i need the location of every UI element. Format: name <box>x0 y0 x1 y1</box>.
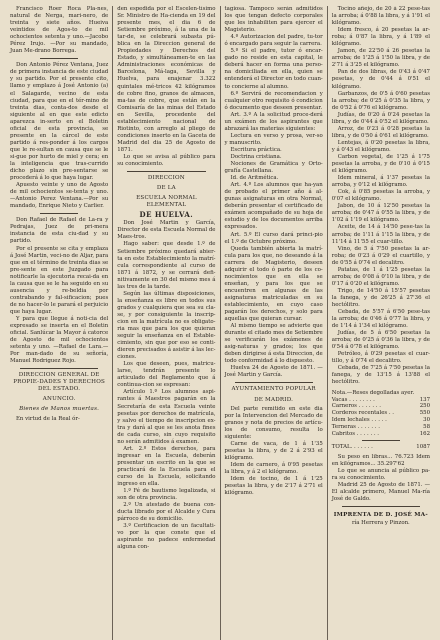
livestock-count: 30 <box>423 416 430 423</box>
table-row <box>332 403 430 410</box>
notice-paragraph: tagiosa. Tampoco serán admitidos los que tengan defecto corporales que les inhabiliten para ejercer el Magisterio. <box>224 6 323 34</box>
section-heading: DIRECCION GENERAL DE PROPIE-DADES Y DERECHOS DEL ESTADO. <box>13 372 106 393</box>
table-row <box>332 417 430 424</box>
price-paragraph: Idem de carnero, á 0'95 pesetas la libra, y á 2 el kilógramo. <box>224 461 323 475</box>
notice-paragraph: 6.º Servirá de recomendacion y cualquier otro requisito ó condicion ó documento que deseen presentar. <box>224 90 323 111</box>
price-paragraph: Petróleo, á 0'29 pesetas el cuar-tillo, y á 0'74 el decalitro. <box>331 351 430 365</box>
price-paragraph: Lentejas, á 0'20 pesetas la libra, y á 0'43 el kilógramo. <box>331 139 430 153</box>
section-heading: AYUNTAMIENTO POPULAR <box>231 386 316 393</box>
livestock-label: Cabritos . . . . . . . <box>331 430 380 437</box>
section-heading: DIRECCION <box>147 175 185 182</box>
price-paragraph: Idem mineral, á 1'37 pesetas la arroba, y 0'12 el kilógramo. <box>331 175 430 189</box>
divider <box>362 440 400 441</box>
column-3 <box>220 6 327 640</box>
price-paragraph: Judías, de 0'20 á 0'24 pesetas la libra, y de 0'44 á 0'52 el kilógramo. <box>331 111 430 125</box>
section-heading: DE MADRID. <box>254 396 294 403</box>
notice-paragraph: Lectura en verso y prosa, ver-so y manuscrito. <box>224 132 323 146</box>
notice-paragraph: Art. 4.º Los alumnos que ha-yan de probado el primer año á al-gunas asignaturas en otra Normal, deberán presentar el certificado de exámen acompañado de su hoja de estudio y de los documentos arriba expresados. <box>224 182 323 231</box>
livestock-count: 162 <box>419 430 430 437</box>
notice-paragraph: 2.º Un atestado de buena con-ducta librado por el Alcalde y Cura párroco de su domicilio. <box>117 502 216 523</box>
table-row <box>332 431 430 438</box>
price-paragraph: Vino, de 5 á 7'50 pesetas la ar-roba; de 0'23 á 0'29 el cuartillo, y de 0'55 á 0'74 el decalitro. <box>331 245 430 266</box>
livestock-table <box>332 397 430 438</box>
notice-paragraph: Nociones de Gramática y Orto-grafía Castellana. <box>224 161 323 175</box>
notice-paragraph: Según las últimas disposiciones, la enseñanza es libre en todos sus grados y cualquiera que sea su cla-se, y por consiguiente la inscrip-cion en la matrícula no es obligato-ria mas que para los que quieran seguir la enseñanza en el Estable-cimiento, sin que por eso se conti-dieren precisados á asistir á las lec-ciones. <box>117 290 216 361</box>
price-paragraph: Idem de tocino, de 1 á 1'25 pesetas la libra, y de 2'17 á 2'71 el kilógramo. <box>224 476 323 497</box>
weight-paragraph: Su peso en libras... 76.723 Idem en kilógramos... 35.297'62 <box>331 454 430 468</box>
notice-paragraph: Art. 3.º A la solicitud proce-derá un exámen de los aspirantes que abrazará las materias siguientes: <box>224 111 323 132</box>
notice-paragraph: 1.º Fé de bautismo legalizada, si son de otra provincia. <box>117 488 216 502</box>
divider <box>20 368 98 369</box>
notice-paragraph: Hago saber: que desde 1.º de Setiembre próximo quedará abier-ta en este Establecimiento la matrí-cula correspondiente al curso de 1871 á 1872, y se cerrará defi-nitivamente en 30 del mismo mes á las tres de la tarde. <box>117 241 216 290</box>
livestock-count: 250 <box>419 403 430 410</box>
price-paragraph: Idem fresco, á 20 pesetas la ar-roba; á 0'87 la libra, y á 1'89 el kilógramo. <box>331 27 430 48</box>
notice-paragraph: den espedida por el Escelen-tísimo Sr. Ministro de Ha-cienda en 19 del presente mes, el dia 6 de Setiembre próximo, á la una de la tar-de, se celebrará subasta pú-blica en la Direccion general de Propiedades y Derechos del Estado, y simultáneamen-te en las Administraciones económicas de Barcelona, Má-laga, Sevilla y Huelva, para enajenar 3.322 quintales mé-tricos 42 kilógramos de cobre fino, granos de almacen, ma-tas de cobre, que están en la Comisaría de las minas del Estado en Sevilla, procedente del establecimiento nacional de Riotinto, con arreglo al pliego de condiciones inserto en la Gaceta de Madrid del dia 25 de Agosto de 1871. <box>117 6 216 153</box>
divider <box>40 213 78 214</box>
divider <box>342 506 420 507</box>
total-label: TOTAL. . . . . . . <box>331 444 373 451</box>
section-title: DE HUELVA. <box>139 210 194 220</box>
price-paragraph: Jamon, de 22'50 á 26 pesetas la arroba; de 1'25 á 1'50 la libra, y de 2'71 á 3'25 el kilógramo. <box>331 48 430 69</box>
price-paragraph: Cebada, de 7'25 á 7'50 pesetas la fanega, y de 13'15 á 13'88 el hectólitro. <box>331 365 430 386</box>
livestock-count: 58 <box>423 423 430 430</box>
table-row <box>332 424 430 431</box>
notice-paragraph: Artículo 1.º Los alumnos aspi-rantes á Maestros pagarán en la Secretaría de esta Escuela veinte pesetas por derechos de matrícula, y salvo el tiempo de inscripcion ex-tra y dará al que se les anota fines de cada curso, sin cuyo requisito no serán admitidos á examen. <box>117 389 216 445</box>
notice-paragraph: En virtud de la Real ór- <box>16 415 80 422</box>
price-paragraph: Aceite, de 14 á 14'50 pese-tas la arroba; de 1'11 á 1'15 la libra, y de 11'14 á 11'55 el cuar-tillo. <box>331 224 430 245</box>
table-row <box>332 397 430 404</box>
price-paragraph: Jabon, de 10 á 12'50 pesetas la arroba; de 0'47 á 0'55 la libra, y de 1'02 á 1'19 el kilógramo. <box>331 203 430 224</box>
divider <box>127 171 205 172</box>
notice-paragraph: Doctrina cristiana. <box>230 153 282 160</box>
livestock-total <box>332 444 430 451</box>
section-heading: ANUNCIO. <box>42 396 76 403</box>
printer-imprint: IMPRENTA DE D. JOSÉ MA- <box>333 512 429 519</box>
notice-paragraph: Escritura práctica. <box>230 146 282 153</box>
price-paragraph: Pan de dos libras, de 0'43 á 0'47 pesetas, y de 0'44 á 0'51 el kilógramo. <box>331 69 430 90</box>
edict-paragraph: Y para que llegue á noti-cia del expresado se inserta en el Boletin oficial. Sanlúcar la Mayor á catorce de Agosto de mil ochocientos setenta y uno. —Rafael de Lara.—Por man-dado de su señoría, Manuel Rodriguez Rojo. <box>10 315 109 365</box>
notice-paragraph: 5.º Si el padre, tutor ó encar-gado no reside en esta capital, le deberá hacer en forma una perso-na domiciliada en ella, quien se entenderá el Director en todo cuan-to concierne al alumno. <box>224 48 323 90</box>
total-value: 1087 <box>416 444 430 451</box>
notice-paragraph: Art. 2.º Estos derechos, para ingresar en la Escuela, deberán presentar un escrito en la que se practicará de la Escuela para el curso de la Escuela, solicitando ingreso en ella. <box>117 445 216 488</box>
notice-paragraph: Lo que se anuncia al público pa-ra su conocimiento. <box>331 468 430 482</box>
price-paragraph: Judías, de 5 á 6'50 pesetas la arroba; de 0'25 á 0'36 la libra, y de 0'54 á 0'78 el kilógramo. <box>331 330 430 351</box>
notice-paragraph: Don José Martin y García, Director de esta Escuela Normal de Maes-tros. <box>117 220 216 241</box>
notice-paragraph: Art. 5.º El curso dará princi-pio el 1.º de Octubre próximo. <box>224 231 323 245</box>
column-4 <box>327 6 434 640</box>
notice-paragraph: 3.º Certificacion de un facultati-vo por la que conste que el aspirante no padece enfermedad alguna con- <box>117 523 216 551</box>
notice-signature: Huelva 24 de Agosto de 1871. —José Martin y García. <box>224 365 323 379</box>
livestock-label: Vacas . . . . . . . . <box>331 396 375 403</box>
livestock-label: Carneros . . . . . . . <box>331 403 381 410</box>
notice-paragraph: Id. de Aritmética. <box>230 175 279 182</box>
livestock-label: Idem lechales . . . . . <box>331 416 387 423</box>
edict-paragraph: Francisco Roer Roca Pla-nes, natural de Nerga, mari-nero, de treinta y siete años. Hueiva veintidos de Agos-to de mil ochocientos setenta y uno.—Jacobo Pérez Irujo. —Por su mandado, Juan Me-drano Borrega. <box>10 6 109 55</box>
livestock-count: 137 <box>419 396 430 403</box>
livestock-count: 550 <box>419 410 430 417</box>
price-paragraph: Carbon vegetal, de 1'25 á 1'75 pesetas la arroba, y de 0'10 á 0'15 el kilógramo. <box>331 153 430 175</box>
edict-paragraph: Por el presente se cita y emplaza á José Martin, veci-no de Aljar, para que en el término de treinta dias se pre-sente en este Juzgado para notificarle la ejecutoria recai-da en la causa que se le ha seguido en su ausencia y re-beldia por contrabando y fal-sificacion; pues de no hacer-lo le parará el perjuicio que haya lugar. <box>10 245 109 315</box>
table-row <box>332 410 430 417</box>
column-1 <box>6 6 112 640</box>
price-paragraph: Cebada, de 5'57 á 6'50 pese-tas la arroba; de 0'46 á 0'77 la libra, y de 1'14 á 1'34 el kilógramo. <box>331 309 430 330</box>
edict-signature: Apuesto veinte y uno de Agosto de mil ochocientos se-tenta y uno.—Antonio Perez Ventana.—Por su mandado, Enrique Nieto y Carlier. <box>10 182 109 210</box>
price-paragraph: Cok, á 0'85 pesetas la arroba, y 0'07 el kilógramo. <box>331 189 430 203</box>
price-paragraph: Arroz, de 0'23 á 0'28 pesetas la libra, y de 0'50 á 0'61 el kilógramo. <box>331 125 430 139</box>
table-row <box>332 444 430 451</box>
notice-paragraph: Del parte remitido en este dia por la Intervencion del Mercado de granos y nota de precios de artícu-los de consumo, resulta lo siguiente: <box>224 405 323 440</box>
livestock-note-heading: Nota.—Reses degolladas ayer. <box>331 389 415 396</box>
notice-paragraph: Al mismo tiempo se advierte que durante el citado mes de Setiembre se verificarán los exámenes de asig-naturas y grados; los que deben dirigirse á esta Direccion, de todo conformidad á lo dispuesto. <box>224 323 323 365</box>
printer-imprint-line2: ría Herrera y Pinzon. <box>351 519 410 526</box>
notice-paragraph: 4.º Autorizacion del padre, tu-tor ó encargado para seguir la carrera. <box>224 34 323 48</box>
edict-paragraph: Don Rafael de Rafael de La-ra y Pedrajas, Juez de pri-mera instancia de esta ciu-dad y su partido. <box>10 217 109 245</box>
divider <box>235 382 313 383</box>
price-paragraph: Patatas, de 1 á 1'25 pesetas la arroba; de 0'08 á 0'10 la libra, y de 0'17 á 0'20 el kilógramo. <box>331 266 430 287</box>
notice-paragraph: Los que deseen, pues, matricu-larse, tendrán presente lo articulado del Reglamento que á continua-cion se espresan: <box>117 361 216 389</box>
section-subheading: Bienes de Manos muertas. <box>19 406 100 413</box>
notice-paragraph: Queda también abierta la matrí-cula para los que, no deseando á la carrera de Magisterio, deseen adquirir el todo ó parte de los co-nocimientos que en ella se enseñan, y para los que se encuentren en algunas de las asignaturas matriculadas en su establecimiento, en cuyo caso pagarán los derechos, y solo para aquellas que quieran cursar. <box>224 245 323 323</box>
livestock-label: Corderos recentales . . <box>331 410 395 417</box>
price-paragraph: Trigo, de 14'50 á 15'57 pesetas la fanega, y de 26'25 á 27'36 el hectólitro. <box>331 287 430 308</box>
livestock-label: Terneras . . . . . . . <box>331 423 380 430</box>
edict-paragraph: Don Antonio Pérez Ventana, Juez de primera instancia de este ciudad y su partido. Por el presente cito, llamo y emplazo á José Antonio (a) el Salagarde, vecino de esta ciudad, para que en el tér-mino de treinta dias, conta-dos desde el siguiente al en que este edicto aparezca in-serto en el Boletin oficial de esta provincia, se presente en la cárcel de este partido á res-ponder á los cargos que le re-sultan en causa que se le si-gue por hurto de miel y cera; en la inteligencia que tras-currido dicho plazo sin pre-sentarse se procederá á lo que haya lugar. <box>10 62 109 182</box>
column-2 <box>112 6 219 640</box>
divider <box>40 58 78 59</box>
notice-signature: Madrid 25 de Agosto de 1871. —El alcalde primero, Manuel Ma-ría José de Galdo. <box>331 482 430 503</box>
price-paragraph: Carne de vaca, de 1 á 1'35 pesetas la libra, y de 2 á 2'93 el kilógramo. <box>224 440 323 461</box>
section-heading: DE LA <box>156 185 176 192</box>
section-heading: ESCUELA NORMAL ELEMENTAL <box>136 195 197 209</box>
notice-paragraph: Lo que se avisa al público para su conocimiento. <box>117 153 216 168</box>
price-paragraph: Garbanzos, de 0'5 á 0'60 pesetas la arroba; de 0'25 á 0'35 la libra, y de 0'52 á 0'76 el kilógramo. <box>331 90 430 111</box>
price-paragraph: Tocino añejo, de 20 á 22 pese-tas la arroba; á 0'88 la libra, y á 1'91 el kilógramo. <box>331 6 430 27</box>
